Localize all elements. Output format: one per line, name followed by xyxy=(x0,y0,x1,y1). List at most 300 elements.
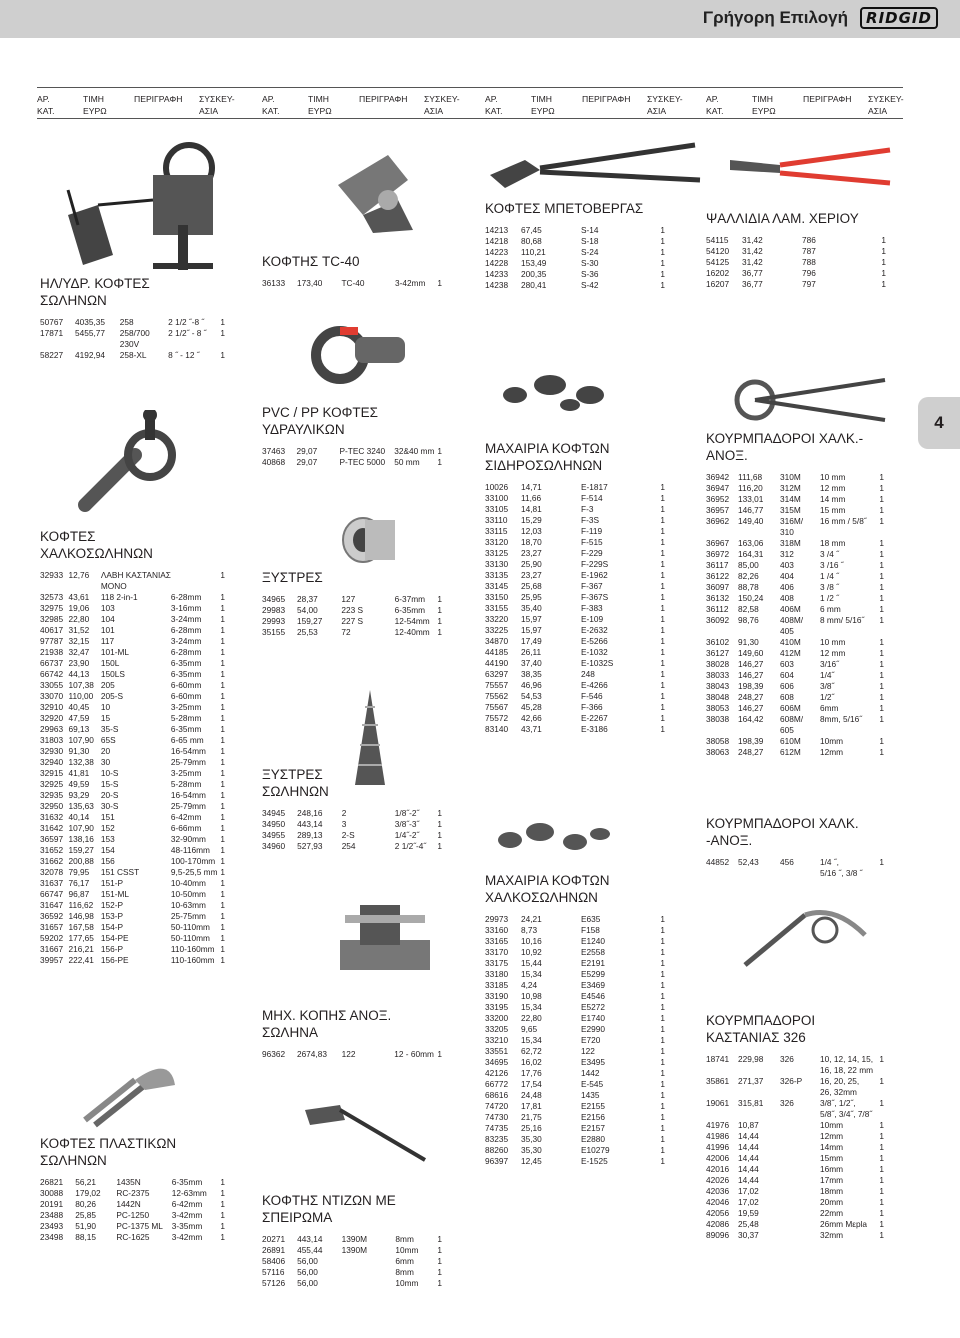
table-cell: 1 xyxy=(220,900,225,910)
table-cell: 6-35mm xyxy=(170,669,202,679)
table-cell: 156 xyxy=(100,856,115,866)
table-cell: 146,27 xyxy=(738,659,764,669)
table-cell: 1 xyxy=(879,1098,884,1108)
table-cell xyxy=(780,1142,820,1153)
table-cell: 52,43 xyxy=(738,857,759,867)
table-cell: E-1962 xyxy=(581,570,608,580)
table-cell: 54125 xyxy=(706,257,730,267)
table-cell: 35,40 xyxy=(521,603,542,613)
table-cell: 280,41 xyxy=(521,280,547,290)
table-cell: 1 xyxy=(660,1057,665,1067)
table-cell: 1 xyxy=(660,247,665,257)
section-copper-wheels xyxy=(485,872,665,1167)
table-row xyxy=(40,680,225,691)
section-pvc-cutters xyxy=(262,404,442,468)
table-cell: 1 xyxy=(437,1234,442,1244)
table-cell: 26821 xyxy=(40,1177,64,1187)
table-cell: 258/700 230V xyxy=(119,328,150,349)
table-cell: 83235 xyxy=(485,1134,509,1144)
table-cell: 34695 xyxy=(485,1057,509,1067)
table-row xyxy=(40,724,225,735)
table-cell: 33110 xyxy=(485,515,508,525)
steel-wheels-image xyxy=(495,370,615,415)
table-cell: 10mm xyxy=(820,1120,844,1130)
table-cell: 38048 xyxy=(706,692,730,702)
table-row xyxy=(40,647,225,658)
table-row xyxy=(485,581,665,592)
table-cell: E2880 xyxy=(581,1134,605,1144)
table-cell: 43,71 xyxy=(521,724,542,734)
table-cell: 42046 xyxy=(706,1197,730,1207)
table-cell: 1 xyxy=(660,504,665,514)
table-row xyxy=(485,647,665,658)
table-cell: 31667 xyxy=(40,944,64,954)
table-row xyxy=(485,269,665,280)
table-cell: 10,98 xyxy=(521,991,542,1001)
table-row xyxy=(40,911,225,922)
table-row xyxy=(706,593,884,604)
section-title-line: ΣΩΛΗΝΩΝ xyxy=(40,1153,107,1168)
table-row xyxy=(40,1232,225,1243)
table-cell: 164,31 xyxy=(738,549,764,559)
table-cell: 154-P xyxy=(100,922,123,932)
header-label: ΑΣΙΑ xyxy=(199,106,219,116)
table-cell: 1 xyxy=(660,936,665,946)
table-cell: 1 xyxy=(220,317,225,327)
section-title-line: ΜΑΧΑΙΡΙΑ ΚΟΦΤΩΝ xyxy=(485,441,610,456)
table-cell: 32935 xyxy=(40,790,64,800)
table-cell: 1 xyxy=(660,1112,665,1122)
table-cell: 25,85 xyxy=(75,1210,97,1220)
header-label: ΠΕΡΙΓΡΑΦΗ xyxy=(582,94,631,104)
table-cell: 85,00 xyxy=(738,560,759,570)
section-snips xyxy=(706,210,886,290)
table-cell: 33190 xyxy=(485,991,509,1001)
table-cell: 2674,83 xyxy=(296,1049,327,1059)
table-cell: S-14 xyxy=(581,225,599,235)
table-cell: 1 xyxy=(881,279,886,289)
table-cell: 1 xyxy=(879,1120,884,1130)
table-cell: 34955 xyxy=(262,830,286,840)
table-cell: 72 xyxy=(341,627,351,637)
table-cell: 151 xyxy=(100,812,115,822)
table-cell: 608 xyxy=(780,692,794,702)
table-cell: 15,34 xyxy=(521,1035,542,1045)
table-row xyxy=(262,1267,442,1278)
header-label: ΤΙΜΗ xyxy=(83,94,105,104)
table-cell: 1 xyxy=(437,1245,442,1255)
table-row xyxy=(262,446,442,457)
table-cell: 258 xyxy=(119,317,134,327)
table-cell: 6mm xyxy=(820,703,839,713)
table-cell: 9,5-25,5 mm xyxy=(170,867,218,877)
table-cell: 107,90 xyxy=(68,823,94,833)
table-cell: 1 xyxy=(879,670,884,680)
table-cell: 1 xyxy=(660,1002,665,1012)
table-row xyxy=(706,582,884,593)
table-row xyxy=(40,1188,225,1199)
table-cell: 1 xyxy=(437,457,442,467)
table-cell: 37463 xyxy=(262,446,286,456)
table-cell: 97787 xyxy=(40,636,64,646)
header-rule-bottom xyxy=(37,118,903,119)
table-cell: 1 xyxy=(660,236,665,246)
table-cell: 1 xyxy=(660,658,665,668)
table-cell: 314M xyxy=(780,494,801,504)
table-cell: 1 xyxy=(660,1090,665,1100)
section-title-line: ΞΥΣΤΡΕΣ xyxy=(262,767,323,782)
table-cell: 1 xyxy=(660,570,665,580)
table-cell: 35-S xyxy=(100,724,119,734)
table-row xyxy=(485,1068,665,1079)
table-cell: 41996 xyxy=(706,1142,730,1152)
table-cell: 1 xyxy=(220,1232,225,1242)
table-cell: E-1032S xyxy=(581,658,614,668)
table-row xyxy=(40,702,225,713)
table-row xyxy=(706,670,884,681)
section-title xyxy=(485,200,665,217)
table-cell: 258-XL xyxy=(119,350,147,360)
table-cell: 33225 xyxy=(485,625,509,635)
table-cell: 1 xyxy=(220,1177,225,1187)
table-cell: 25,53 xyxy=(296,627,318,637)
table-cell: E4546 xyxy=(581,991,605,1001)
table-cell: 49,59 xyxy=(68,779,90,789)
table-cell: 24,48 xyxy=(521,1090,542,1100)
table-cell: 1 xyxy=(660,724,665,734)
table-row xyxy=(485,1002,665,1013)
table-row xyxy=(40,900,225,911)
price-table xyxy=(262,808,442,852)
table-cell: 31637 xyxy=(40,878,64,888)
table-row xyxy=(485,570,665,581)
header-label: ΑΡ. xyxy=(485,94,498,104)
table-cell: 6-35mm xyxy=(170,658,202,668)
table-cell: 104 xyxy=(100,614,115,624)
table-cell: 1 xyxy=(660,1156,665,1166)
table-cell: 1 xyxy=(220,713,225,723)
table-cell: 36,77 xyxy=(742,268,763,278)
table-row xyxy=(40,691,225,702)
table-row xyxy=(262,1049,442,1060)
table-cell: 30088 xyxy=(40,1188,64,1198)
table-cell: 34945 xyxy=(262,808,286,818)
table-cell: 12-54mm xyxy=(394,616,430,626)
section-title-line: ΞΥΣΤΡΕΣ xyxy=(262,570,323,585)
table-cell: 65S xyxy=(100,735,116,745)
table-cell: 38028 xyxy=(706,659,730,669)
table-cell: E1740 xyxy=(581,1013,605,1023)
table-cell: 16207 xyxy=(706,279,730,289)
table-cell: 1 xyxy=(879,1186,884,1196)
table-cell: 42036 xyxy=(706,1186,730,1196)
section-title-line: -ΑΝΟΞ. xyxy=(706,833,753,848)
section-title-line: ΜΗΧ. ΚΟΠΗΣ ΑΝΟΞ. xyxy=(262,1008,392,1023)
table-cell: 91,30 xyxy=(68,746,90,756)
table-cell: 1 xyxy=(220,328,225,338)
table-row xyxy=(262,808,442,819)
table-cell: 10,16 xyxy=(521,936,542,946)
table-cell: 146,27 xyxy=(738,703,764,713)
table-cell: 159,27 xyxy=(68,845,94,855)
table-cell: 1 xyxy=(879,494,884,504)
table-row xyxy=(40,856,225,867)
table-cell: 110,00 xyxy=(68,691,94,701)
table-cell: 456 xyxy=(780,857,794,867)
table-cell: 32-90mm xyxy=(170,834,206,844)
table-cell: F-229S xyxy=(581,559,609,569)
table-row xyxy=(40,812,225,823)
header-label: ΑΣΙΑ xyxy=(868,106,888,116)
header-label: ΣΥΣΚΕΥ- xyxy=(424,94,460,104)
table-cell: 1 xyxy=(879,593,884,603)
table-row xyxy=(40,1210,225,1221)
table-cell: F-366 xyxy=(581,702,603,712)
table-cell: E-545 xyxy=(581,1079,604,1089)
table-cell: 1 xyxy=(437,278,442,288)
table-cell: 32975 xyxy=(40,603,64,613)
table-cell: F-229 xyxy=(581,548,603,558)
table-row xyxy=(485,625,665,636)
table-cell: 1 xyxy=(220,768,225,778)
table-cell: 1 xyxy=(220,922,225,932)
table-cell: 58227 xyxy=(40,350,64,360)
table-cell: 1 xyxy=(220,779,225,789)
table-cell: 98,76 xyxy=(738,615,759,625)
table-cell: 66737 xyxy=(40,658,64,668)
table-cell: 41976 xyxy=(706,1120,730,1130)
table-cell: 15,34 xyxy=(521,969,542,979)
table-cell: 31,42 xyxy=(742,235,763,245)
table-cell: 146,98 xyxy=(68,911,94,921)
section-title xyxy=(485,872,665,906)
table-cell: 50-110mm xyxy=(170,922,210,932)
table-cell: 103 xyxy=(100,603,115,613)
table-row xyxy=(485,691,665,702)
table-cell: 1 xyxy=(220,845,225,855)
table-cell: 1 xyxy=(879,736,884,746)
table-cell: 107,38 xyxy=(68,680,94,690)
table-row xyxy=(40,328,225,350)
table-row xyxy=(485,914,665,925)
table-cell: 606M xyxy=(780,703,801,713)
table-cell: 1 xyxy=(879,648,884,658)
table-cell: 18,70 xyxy=(521,537,542,547)
table-cell: 56,00 xyxy=(297,1256,318,1266)
table-cell: 40868 xyxy=(262,457,286,467)
table-cell: 205 xyxy=(100,680,115,690)
table-row xyxy=(262,605,442,616)
table-cell: 23,90 xyxy=(68,658,90,668)
table-cell: 10 xyxy=(100,702,111,712)
price-table xyxy=(262,1049,442,1060)
table-row xyxy=(706,857,884,879)
table-cell: 33120 xyxy=(485,537,509,547)
table-row xyxy=(40,603,225,614)
table-cell: 316M/ 310 xyxy=(780,516,804,537)
table-cell: 17871 xyxy=(40,328,64,338)
table-row xyxy=(262,841,442,852)
table-cell: 66772 xyxy=(485,1079,509,1089)
table-cell: 16-54mm xyxy=(170,746,206,756)
table-cell: E2558 xyxy=(581,947,605,957)
table-cell: 1 xyxy=(660,947,665,957)
table-cell: 10026 xyxy=(485,482,509,492)
table-cell: 1 xyxy=(879,582,884,592)
table-cell: 42006 xyxy=(706,1153,730,1163)
table-cell: 604 xyxy=(780,670,794,680)
table-row xyxy=(485,1101,665,1112)
table-cell: S-42 xyxy=(581,280,599,290)
bolt-cutter-image xyxy=(485,140,705,195)
table-cell: 1 xyxy=(660,669,665,679)
table-cell: 14238 xyxy=(485,280,509,290)
section-title xyxy=(706,1012,886,1046)
table-cell: F-3S xyxy=(581,515,599,525)
table-cell: 205-S xyxy=(100,691,123,701)
table-cell: 248,27 xyxy=(738,747,764,757)
rod-cutter-image xyxy=(300,1095,430,1165)
table-cell: 6-60mm xyxy=(170,691,202,701)
table-row xyxy=(40,768,225,779)
price-table xyxy=(262,446,442,468)
table-cell xyxy=(780,1153,820,1164)
table-cell: 50767 xyxy=(40,317,64,327)
table-cell: 33170 xyxy=(485,947,509,957)
table-row xyxy=(485,592,665,603)
table-row xyxy=(706,1076,884,1098)
table-row xyxy=(485,1134,665,1145)
table-cell xyxy=(780,1120,820,1131)
table-cell: 33551 xyxy=(485,1046,509,1056)
table-cell: 1 xyxy=(879,505,884,515)
table-row xyxy=(40,570,225,592)
table-cell: 163,06 xyxy=(738,538,764,548)
table-cell: 10 mm xyxy=(820,472,846,482)
table-cell: 1442 xyxy=(581,1068,600,1078)
table-cell: E-109 xyxy=(581,614,604,624)
table-row xyxy=(706,516,884,538)
table-cell: 36967 xyxy=(706,538,730,548)
table-cell: 1 xyxy=(220,691,225,701)
table-cell: 22,80 xyxy=(521,1013,542,1023)
brand-logo: RIDGID xyxy=(860,7,938,29)
table-cell: 1 xyxy=(660,1035,665,1045)
section-title-line: ΚΟΥΡΜΠΑΔΟΡΟΙ ΧΑΛΚ. xyxy=(706,816,859,831)
table-cell: 12 mm xyxy=(820,648,846,658)
table-cell: 153,49 xyxy=(521,258,547,268)
table-cell: 6-35mm xyxy=(170,724,202,734)
table-cell: 1 xyxy=(660,925,665,935)
header-label: ΚΑΤ. xyxy=(262,106,280,116)
table-cell: 132,38 xyxy=(68,757,94,767)
table-cell: 36117 xyxy=(706,560,729,570)
table-cell: 10mm xyxy=(820,736,844,746)
table-cell: 30-S xyxy=(100,801,119,811)
table-cell: 17,02 xyxy=(738,1186,759,1196)
table-row xyxy=(40,922,225,933)
table-row xyxy=(485,1024,665,1035)
table-row xyxy=(485,603,665,614)
table-cell: 15-S xyxy=(100,779,119,789)
table-cell: 14,44 xyxy=(738,1142,759,1152)
table-cell: 1 xyxy=(660,1123,665,1133)
table-cell: 39957 xyxy=(40,955,64,965)
section-title-line: ΚΑΣΤΑΝΙΑΣ 326 xyxy=(706,1030,806,1045)
table-row xyxy=(40,592,225,603)
table-cell: 4192,94 xyxy=(74,350,105,360)
table-cell: 32915 xyxy=(40,768,64,778)
header-rule-top xyxy=(37,87,903,88)
table-cell: 3/8˝-3˝ xyxy=(394,819,420,829)
table-cell: 88,78 xyxy=(738,582,759,592)
table-cell: 118 2-in-1 xyxy=(100,592,138,602)
table-cell: 3-42mm xyxy=(394,278,426,288)
table-cell: 17,49 xyxy=(521,636,542,646)
table-cell: 15,34 xyxy=(521,1002,542,1012)
table-cell: 1 xyxy=(879,571,884,581)
table-cell: 110-160mm xyxy=(170,944,215,954)
table-cell: 1 xyxy=(879,1197,884,1207)
price-table xyxy=(262,278,442,289)
table-row xyxy=(485,702,665,713)
table-cell: 80,26 xyxy=(75,1199,97,1209)
table-row xyxy=(40,944,225,955)
copper-wheels-image xyxy=(490,820,620,860)
table-cell: 1 xyxy=(220,647,225,657)
section-title-line: ΧΑΛΚΟΣΩΛΗΝΩΝ xyxy=(485,890,598,905)
table-cell: E10279 xyxy=(581,1145,610,1155)
table-cell: 200,88 xyxy=(68,856,94,866)
table-row xyxy=(262,1278,442,1289)
table-row xyxy=(706,714,884,736)
table-row xyxy=(262,1245,442,1256)
table-cell: 15,97 xyxy=(521,614,542,624)
table-cell: 44852 xyxy=(706,857,730,867)
table-cell: 38038 xyxy=(706,714,730,724)
table-row xyxy=(485,1079,665,1090)
table-cell: F-3 xyxy=(581,504,594,514)
table-cell: 26mm Μεpla xyxy=(820,1219,868,1229)
table-cell: 1 xyxy=(437,616,442,626)
table-cell: 1 xyxy=(879,549,884,559)
table-cell: 20mm xyxy=(820,1197,844,1207)
table-cell: 1390M xyxy=(341,1245,367,1255)
table-cell: 1/8˝-2˝ xyxy=(394,808,420,818)
section-copper-cutters xyxy=(40,528,225,966)
table-cell: 149,40 xyxy=(738,516,764,526)
table-row xyxy=(706,1208,884,1219)
table-cell: 1 xyxy=(879,472,884,482)
price-table xyxy=(40,570,225,966)
table-cell: E2191 xyxy=(581,958,605,968)
price-table xyxy=(262,594,442,638)
table-cell: E5272 xyxy=(581,1002,605,1012)
table-row xyxy=(485,526,665,537)
table-cell: 408 xyxy=(780,593,794,603)
hydraulic-cutter-image xyxy=(58,135,233,275)
table-cell: 19,59 xyxy=(738,1208,759,1218)
table-cell: 1 xyxy=(660,269,665,279)
table-cell: 1 xyxy=(220,702,225,712)
table-cell: 223 S xyxy=(341,605,364,615)
table-cell: 3-42mm xyxy=(171,1232,203,1242)
table-cell: E720 xyxy=(581,1035,601,1045)
header-label: ΚΑΤ. xyxy=(485,106,503,116)
table-cell: 1 xyxy=(660,559,665,569)
table-cell: 146,77 xyxy=(738,505,764,515)
table-cell: 10,87 xyxy=(738,1120,759,1130)
